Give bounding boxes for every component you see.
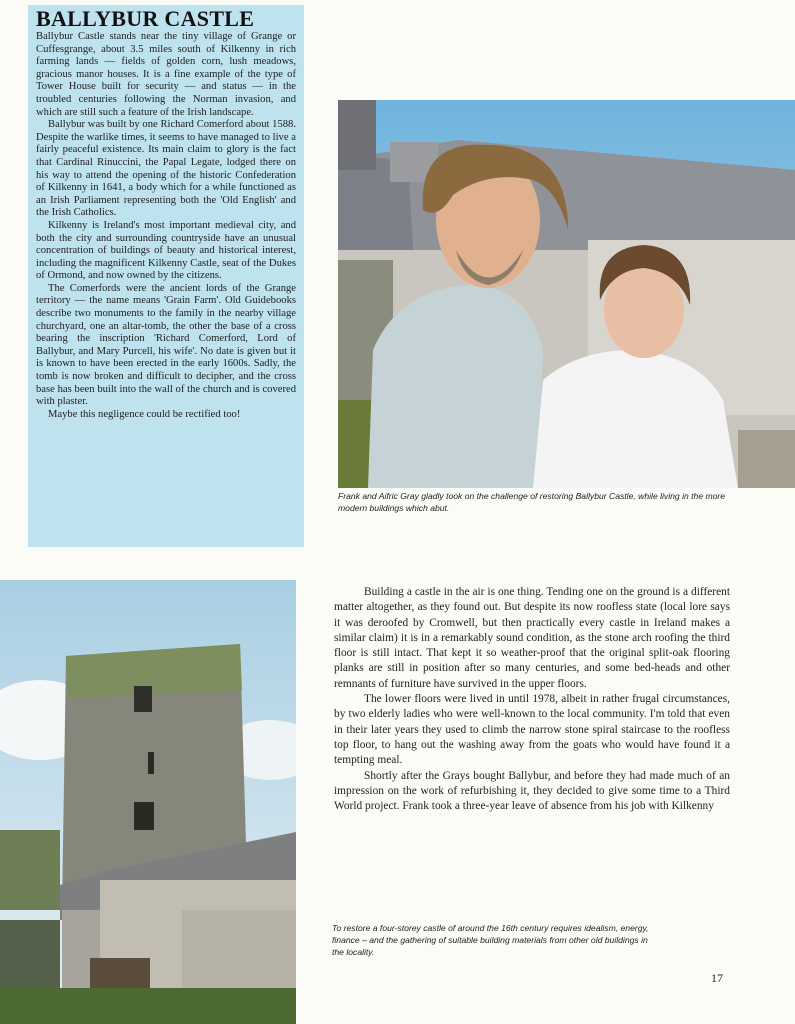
sidebar-paragraph: The Comerfords were the ancient lords of the Grange territory — the name means 'Grain Farm'. Old Guidebooks describe two monuments to the family in the nearby village churchyard, one an altar-tomb, the other the base of a cross bearing the inscription 'Richard Comerford, Lord of Ballybur, and Mary Purcell, his wife'. No date is given but it is known to have been erected in the early 1600s. Sadly, the tomb is now broken and difficult to decipher, and the cross base has been built into the wall of the church and is covered with plaster. [36, 282, 296, 408]
sidebar-title: BALLYBUR CASTLE [36, 6, 255, 31]
body-paragraph: Building a castle in the air is one thing. Tending one on the ground is a different matter altogether, as they found out. But despite its now roofless state (local lore says it was deroofed by Cromwell, but then practically every castle in Ireland makes a similar claim) it is in a remarkably sound condition, as the stone arch roofing the third floor is still intact. That kept it so weather-proof that the original split-oak flooring planks are still in position after so many centuries, and some bed-heads and other remnants of furniture have survived in the upper floors. [334, 586, 730, 690]
sidebar-paragraph: Ballybur was built by one Richard Comerford about 1588. Despite the warlike times, it seems to have managed to live a fairly peaceful existence. Its main claim to glory is the fact that Cardinal Rinuccini, the Papal Legate, lodged there on his way to attend the opening of the historic Confederation of Kilkenny in 1641, a body which for a while functioned as an Irish Parliament representing both the 'Old English' and the Irish Catholics. [36, 119, 296, 219]
sidebar-paragraph: Ballybur Castle stands near the tiny village of Grange or Cuffesgrange, about 3.5 miles south of Kilkenny in rich farming lands — fields of golden corn, lush meadows, gracious manor houses. It is a fine example of the type of Tower House built for security — and status — in the troubled centuries following the Norman invasion, and which are still such a feature of the Irish landscape. [36, 31, 296, 118]
couple-photo-illustration [338, 100, 795, 488]
sidebar-box [28, 5, 304, 547]
sidebar-paragraph: Kilkenny is Ireland's most important medieval city, and both the city and surrounding countryside have an unusual concentration of buildings of beauty and historical interest, including the magnificent Kilkenny Castle, seat of the Dukes of Ormond, and now owned by the citizens. [36, 219, 296, 282]
sidebar-paragraph: Maybe this negligence could be rectified too! [48, 408, 241, 420]
couple-photo [338, 100, 795, 488]
article-body [334, 585, 730, 814]
castle-photo-illustration [0, 580, 296, 1024]
body-paragraph: Shortly after the Grays bought Ballybur, and before they had made much of an impression on the work of refurbishing it, they decided to give some time to a Third World project. Frank took a three-year leave of absence from his job with Kilkenny [334, 769, 730, 813]
body-paragraph: The lower floors were lived in until 1978, albeit in rather frugal circumstances, by two elderly ladies who were well-known to the local community. I'm told that even in their later years they used to climb the narrow stone spiral staircase to the roofless top floor, to hang out the washing away from the goats who would have found it a tempting meal. [334, 693, 730, 767]
page-number: 17 [711, 971, 723, 985]
castle-photo-caption: To restore a four-storey castle of around the 16th century requires idealism, energy, finance – and the gathering of suitable building materials from other old buildings in the locality. [332, 923, 649, 957]
couple-photo-caption: Frank and Aifric Gray gladly took on the challenge of restoring Ballybur Castle, while living in the more modern buildings which abut. [338, 491, 726, 513]
castle-photo [0, 580, 296, 1024]
